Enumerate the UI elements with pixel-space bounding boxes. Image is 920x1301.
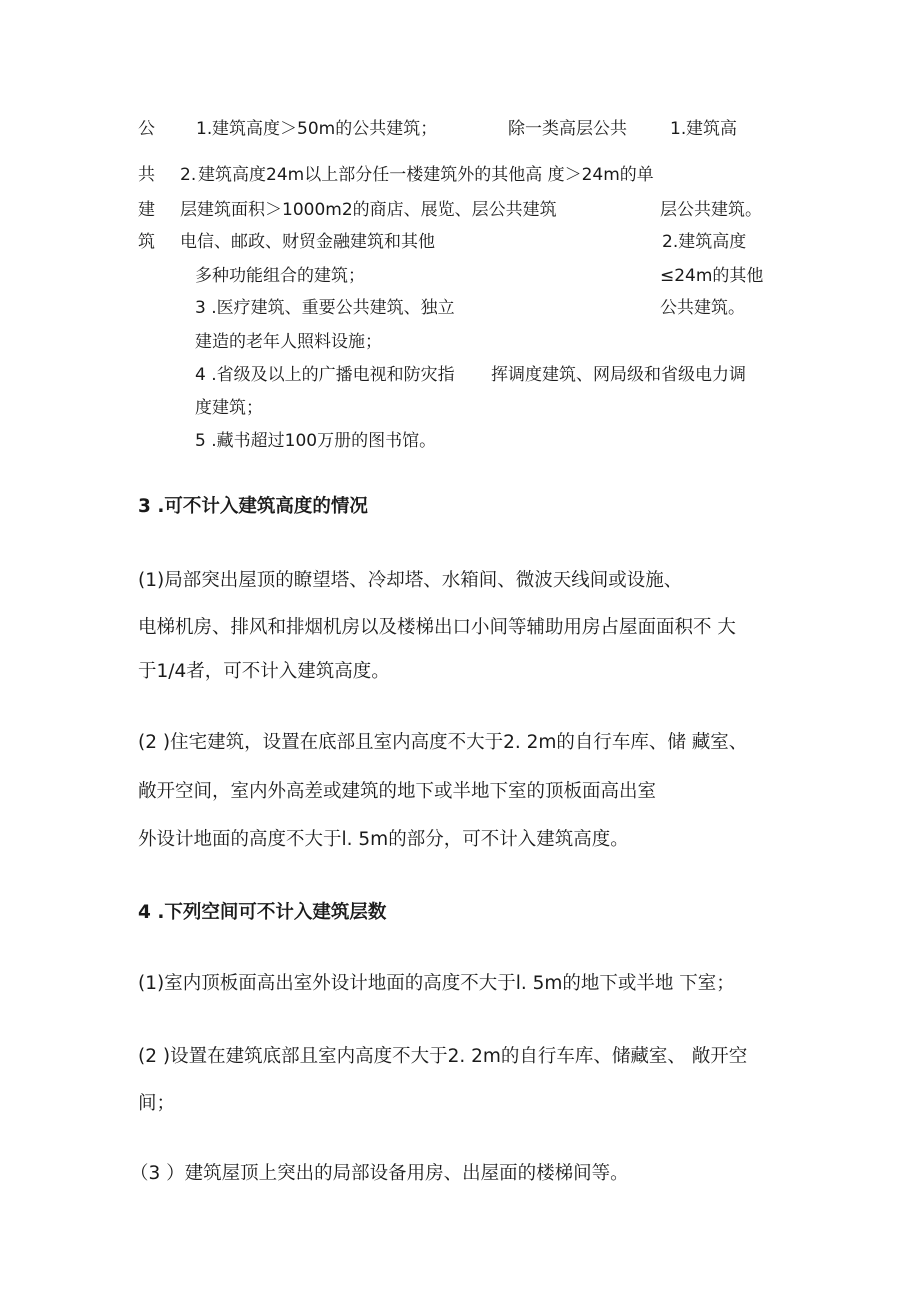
category-char-4: 筑 bbox=[138, 232, 155, 252]
s4-item-3: （3 ）建筑屋顶上突出的局部设备用房、出屋面的楼梯间等。 bbox=[130, 1163, 629, 1184]
class-2-item-1-text: 建筑高 bbox=[686, 119, 737, 139]
s3-p1-line2: 电梯机房、排风和排烟机房以及楼梯出口小间等辅助用房占屋面面积不 大 bbox=[138, 617, 736, 638]
category-char-2: 共 bbox=[138, 165, 155, 185]
section-4-title: 4 .下列空间可不计入建筑层数 bbox=[138, 902, 387, 923]
class-2-item-2-text: 2.建筑高度 bbox=[662, 232, 747, 252]
item-5-text: 5 .藏书超过100万册的图书馆。 bbox=[195, 431, 437, 451]
section-3-title: 3 .可不计入建筑高度的情况 bbox=[138, 496, 368, 517]
category-char-1: 公 bbox=[138, 119, 155, 139]
class-2-item-1-number: 1. bbox=[670, 119, 687, 139]
item-2-text: 建筑高度24m以上部分任一楼建筑外的其他高 度＞24m的单 bbox=[198, 165, 654, 185]
category-char-3: 建 bbox=[138, 200, 155, 220]
class-2-text-1: 除一类高层公共 bbox=[508, 119, 627, 139]
item-1-number: 1. bbox=[196, 119, 213, 139]
class-2-text-2: 层公共建筑。 bbox=[660, 200, 762, 220]
item-4-text-cont: 挥调度建筑、网局级和省级电力调 bbox=[491, 365, 746, 385]
item-2-text-cont-3: 多种功能组合的建筑； bbox=[195, 266, 365, 286]
s3-p1-line3: 于1/4者，可不计入建筑高度。 bbox=[138, 661, 390, 682]
s3-p2-line1: (2 )住宅建筑，设置在底部且室内高度不大于2. 2m的自行车库、储 藏室、 bbox=[138, 732, 748, 753]
item-2-number: 2. bbox=[180, 165, 197, 185]
item-2-text-cont-2: 电信、邮政、财贸金融建筑和其他 bbox=[180, 232, 435, 252]
item-1-text: 建筑高度＞50m的公共建筑； bbox=[212, 119, 438, 139]
s3-p1-line1: (1)局部突出屋顶的瞭望塔、冷却塔、水箱间、微波天线间或设施、 bbox=[138, 570, 683, 591]
s4-item-2-line1: (2 )设置在建筑底部且室内高度不大于2. 2m的自行车库、储藏室、 敞开空 bbox=[138, 1046, 748, 1067]
s3-p2-line2: 敞开空间，室内外高差或建筑的地下或半地下室的顶板面高出室 bbox=[138, 781, 657, 802]
s4-item-1: (1)室内顶板面高出室外设计地面的高度不大于l. 5m的地下或半地 下室； bbox=[138, 973, 735, 994]
s4-item-2-line2: 间； bbox=[138, 1093, 176, 1114]
item-3-text: 3 .医疗建筑、重要公共建筑、独立 bbox=[195, 298, 455, 318]
class-2-item-2-text-cont-2: 公共建筑。 bbox=[660, 298, 745, 318]
item-2-text-cont: 层建筑面积＞1000m2的商店、展览、层公共建筑 bbox=[180, 200, 557, 220]
item-4-text: 4 .省级及以上的广播电视和防灾指 bbox=[195, 365, 455, 385]
s3-p2-line3: 外设计地面的高度不大于l. 5m的部分，可不计入建筑高度。 bbox=[138, 829, 629, 850]
class-2-item-2-text-cont: ≤24m的其他 bbox=[660, 266, 764, 286]
item-3-text-cont: 建造的老年人照料设施； bbox=[195, 332, 382, 352]
item-4-text-cont-2: 度建筑； bbox=[195, 398, 263, 418]
